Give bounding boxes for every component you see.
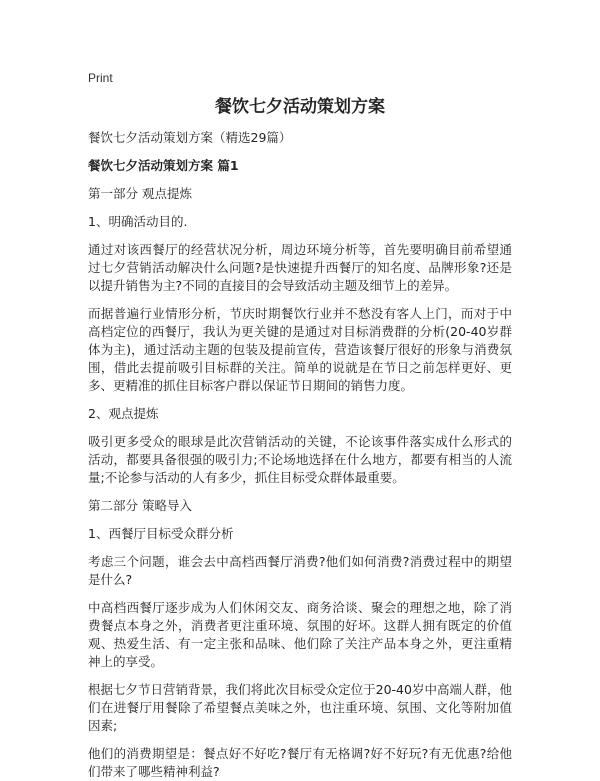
item-three-heading: 1、西餐厅目标受众群分析 [88, 526, 234, 541]
part-one-heading: 第一部分 观点提炼 [88, 186, 192, 201]
paragraph-6: 根据七夕节日营销背景，我们将此次目标受众定位于20-40岁中高端人群，他们在进餐厅用餐除了希望餐点美味之外，也注重环境、氛围、文化等附加值因素; [88, 682, 512, 733]
document-title: 餐饮七夕活动策划方案 [215, 97, 385, 117]
item-two-heading: 2、观点提炼 [88, 406, 159, 421]
paragraph-7: 他们的消费期望是：餐点好不好吃?餐厅有无格调?好不好玩?有无优惠?给他们带来了哪些精神利益? [88, 746, 512, 779]
paragraph-1: 通过对该西餐厅的经营状况分析，周边环境分析等，首先要明确目前希望通过七夕营销活动解决什么问题?是快速提升西餐厅的知名度、品牌形象?还是以提升销售为主?不同的直接目的会导致活动主题及细节上的差异。 [88, 242, 512, 293]
paragraph-4: 考虑三个问题，谁会去中高档西餐厅消费?他们如何消费?消费过程中的期望是什么? [88, 554, 512, 587]
document-subtitle: 餐饮七夕活动策划方案（精选29篇） [88, 130, 292, 145]
part-two-heading: 第二部分 策略导入 [88, 498, 192, 513]
paragraph-3: 吸引更多受众的眼球是此次营销活动的关键，不论该事件落实成什么形式的活动，都要具备很强的吸引力;不论场地选择在什么地方，都要有相当的人流量;不论参与活动的人有多少，抓住目标受众群体最重要。 [88, 434, 512, 485]
paragraph-2: 而据普遍行业情形分析，节庆时期餐饮行业并不愁没有客人上门，而对于中高档定位的西餐厅，我认为更关键的是通过对目标消费群的分析(20-40岁群体为主)，通过活动主题的包装及提前宣传，营造该餐厅很好的形象与消费氛围，借此去提前吸引目标群的关注。简单的说就是在节日之前怎样更好、更多、更精准的抓住目标客户群以保证节日期间的销售力度。 [88, 306, 512, 393]
paragraph-5: 中高档西餐厅逐步成为人们休闲交友、商务洽谈、聚会的理想之地，除了消费餐点本身之外，消费者更注重环境、氛围的好坏。这群人拥有既定的价值观、热爱生活、有一定主张和品味、他们除了关注产品本身之外，更注重精神上的享受。 [88, 600, 512, 669]
item-one-heading: 1、明确活动目的. [88, 214, 188, 229]
section-heading: 餐饮七夕活动策划方案 篇1 [88, 158, 239, 173]
print-label: Print [88, 71, 113, 85]
